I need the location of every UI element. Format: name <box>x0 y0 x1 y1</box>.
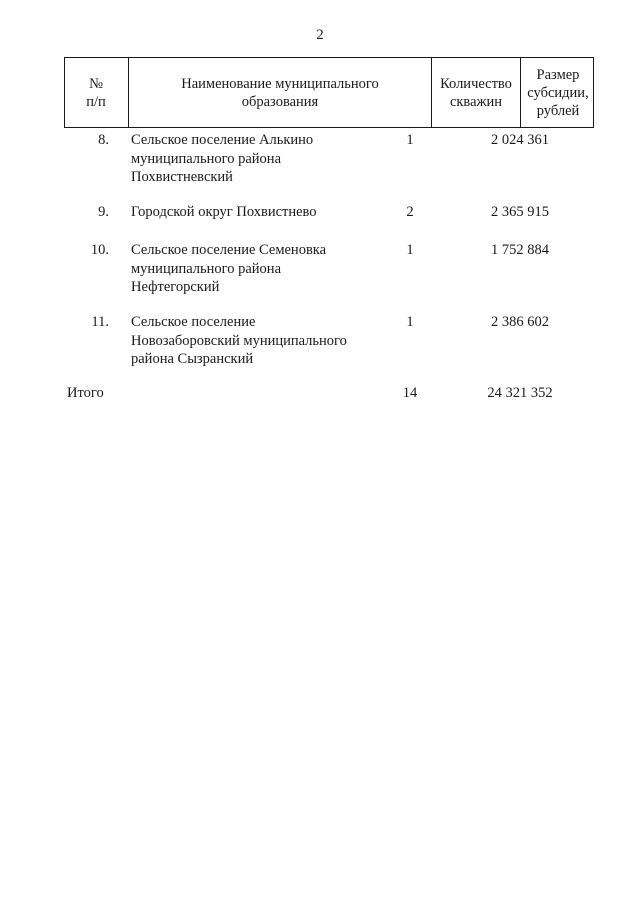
header-well-count: Количество скважин <box>431 58 520 127</box>
header-municipality-name: Наименование муниципального образования <box>128 58 431 127</box>
municipality-name: Городской округ Похвистнево <box>131 204 317 220</box>
total-label: Итого <box>67 385 104 401</box>
well-count: 1 <box>406 242 414 258</box>
well-count: 2 <box>406 204 414 220</box>
row-number: 9. <box>98 204 109 220</box>
well-count: 1 <box>406 314 414 330</box>
total-subsidy-amount: 24 321 352 <box>487 385 553 401</box>
subsidy-amount: 2 365 915 <box>491 204 549 220</box>
row-number: 8. <box>98 132 109 148</box>
municipality-name: Сельское поселение Алькино муниципального района Похвистневский <box>131 132 314 185</box>
well-count: 1 <box>406 132 414 148</box>
page-number: 2 <box>316 27 324 43</box>
municipality-name: Сельское поселение Семеновка муниципального района Нефтегорский <box>131 242 327 295</box>
table-header <box>64 57 594 128</box>
total-well-count: 14 <box>402 385 418 401</box>
subsidy-amount: 2 386 602 <box>491 314 549 330</box>
header-subsidy-amount: Размер субсидии, рублей <box>520 58 595 127</box>
subsidy-amount: 2 024 361 <box>491 132 549 148</box>
header-row-number: № п/п <box>86 75 106 110</box>
row-number: 11. <box>91 314 109 330</box>
subsidy-amount: 1 752 884 <box>491 242 549 258</box>
row-number: 10. <box>90 242 109 258</box>
municipality-name: Сельское поселение Новозаборовский муниципального района Сызранский <box>131 314 347 367</box>
